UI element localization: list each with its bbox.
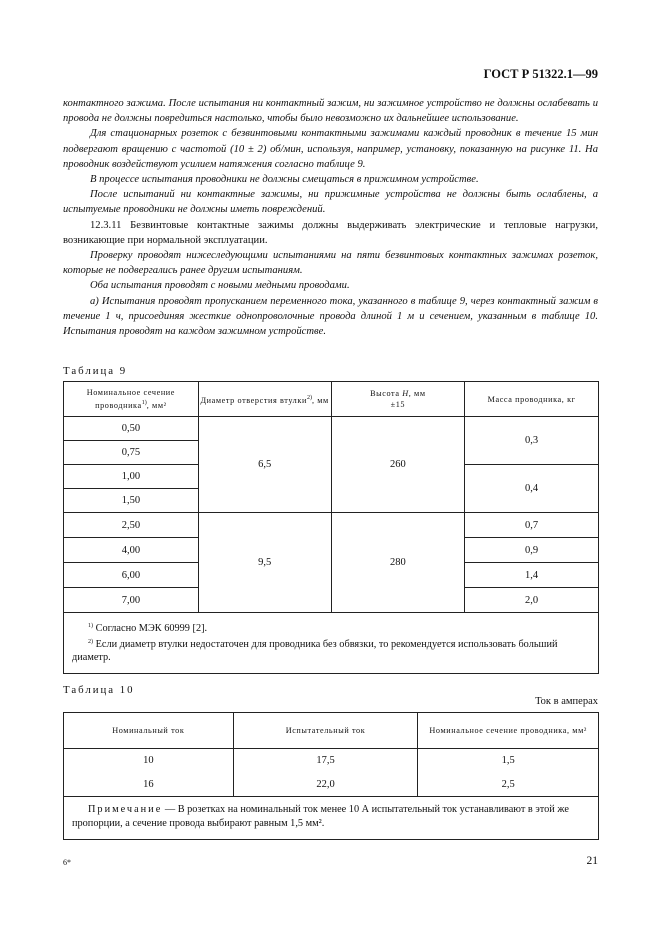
table-9 [63,381,599,674]
paragraph: контактного зажима. После испытания ни контактный зажим, ни зажимное устройство не должны ослабевать и провода не должны повредиться настолько, чтобы было невозможно их дальнейшее использование. [63,98,598,125]
table-cell: 22,0 [233,773,418,797]
table-cell: 17,5 [233,749,418,773]
clause-12-3-11: 12.3.11 Безвинтовые контактные зажимы должны выдерживать электрические и тепловые нагрузки, возникающие при нормальной эксплуатации. [63,219,598,246]
table-cell: 0,9 [465,538,599,563]
paragraph: Проверку проводят нижеследующими испытаниями на пяти безвинтовых контактных зажимах розеток, которые не подвергались ранее другим испытаниям. [63,250,598,277]
t9-header-height: Высота H, мм ±15 [331,382,465,417]
body-text [63,96,598,339]
table-cell: 0,7 [465,513,599,538]
table-cell: 6,5 [198,417,331,513]
table-cell: 2,5 [418,773,599,797]
table-cell: 2,50 [64,513,199,538]
table-cell: 16 [64,773,234,797]
t9-header-section: Номинальное сечение проводника$^{1)}$, мм² [64,382,199,417]
table-cell: 1,00 [64,465,199,489]
table-cell: 2,0 [465,588,599,613]
table-cell: 280 [331,513,465,613]
t9-header-diameter: Диаметр отверстия втулки$^{2)}$, мм [198,382,331,417]
table10-caption: Таблица 10 [63,684,135,696]
document-code: ГОСТ Р 51322.1—99 [483,67,598,81]
page-number: 21 [586,855,598,867]
t10-header-section: Номинальное сечение проводника, мм² [418,713,599,749]
note-label: Примечание [88,804,163,815]
table9-caption: Таблица 9 [63,365,128,377]
table-cell: 0,4 [465,465,599,513]
table-cell: 1,4 [465,563,599,588]
table-10 [63,712,599,840]
table-cell: 6,00 [64,563,199,588]
paragraph: а) Испытания проводят пропусканием переменного тока, указанного в таблице 9, через контактный зажим в течение 1 ч, присоединяя жесткие однопроволочные провода длиной 1 м и сечением, указанным в таблице 10. Испытания проводят на каждом зажимном устройстве. [63,295,598,338]
t10-header-test: Испытательный ток [233,713,418,749]
paragraph: В процессе испытания проводники не должны смещаться в прижимном устройстве. [90,174,479,186]
paragraph: Для стационарных розеток с безвинтовыми контактными зажимами каждый проводник в течение 15 мин подвергают вращению с частотой (10 ± 2) об/мин, используя, например, установку, показанную на рисунке 11. На проводник воздействуют усилием натяжения согласно таблице 9. [63,128,598,170]
t10-note [64,797,599,840]
footnote-2: $^{2)}$ Если диаметр втулки недостаточен для проводника без обвязки, то рекомендуется использовать больший диаметр. [72,638,558,663]
table-cell: 1,5 [418,749,599,773]
t9-footnotes [64,613,599,674]
table-cell: 0,75 [64,441,199,465]
paragraph: После испытаний ни контактные зажимы, ни прижимные устройства не должны быть ослаблены, а испытуемые проводники не должны иметь повреждений. [63,189,598,216]
table-cell: 10 [64,749,234,773]
table-cell: 4,00 [64,538,199,563]
table-cell: 0,3 [465,417,599,465]
table-cell: 1,50 [64,489,199,513]
t10-header-rated: Номинальный ток [64,713,234,749]
paragraph: Оба испытания проводят с новыми медными проводами. [90,280,350,292]
t9-header-mass: Масса проводника, кг [465,382,599,417]
table-cell: 260 [331,417,465,513]
table10-unit: Ток в амперах [535,696,598,707]
sheet-mark: 6* [63,858,71,867]
table-cell: 7,00 [64,588,199,613]
footnote-1: $^{1)}$ Согласно МЭК 60999 [2]. [88,623,208,634]
table-cell: 0,50 [64,417,199,441]
table-cell: 9,5 [198,513,331,613]
note-text: — В розетках на номинальный ток менее 10 А испытательный ток устанавливают в этой же пропорции, а сечение провода выбирают равным 1,5 мм². [72,804,569,829]
